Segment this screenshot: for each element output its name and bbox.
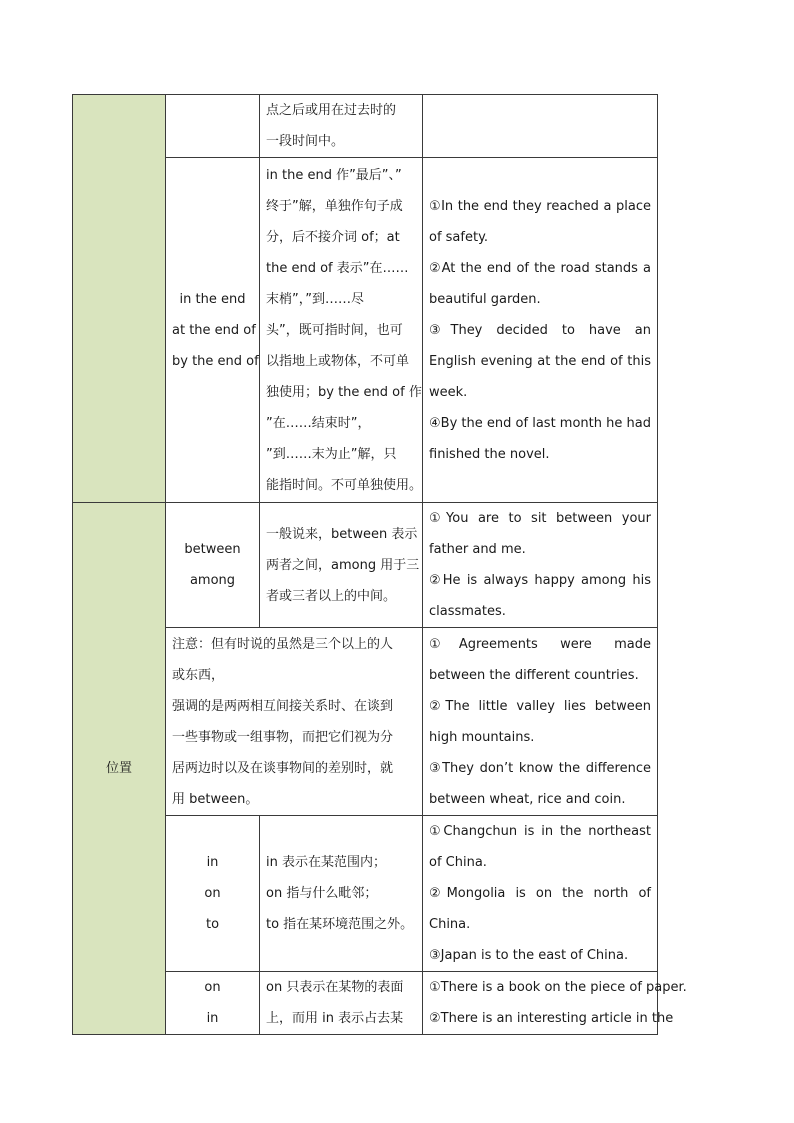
grammar-table — [72, 94, 687, 1035]
example-sentence: ③Japan is to the east of China. — [429, 948, 629, 963]
prep-label: in — [206, 1011, 219, 1026]
explanation-line: on 只表示在某物的表面 — [266, 980, 404, 995]
explanation-line: on 指与什么毗邻； — [266, 886, 378, 901]
example-sentence: ②The little valley lies between high mountains. — [429, 698, 651, 745]
table-row — [73, 503, 658, 628]
example-sentence: ②There is an interesting article in the — [429, 1011, 674, 1026]
examples-cell — [423, 158, 658, 503]
prep-label: between — [184, 542, 241, 557]
example-sentence: ①You are to sit between your father and me. — [429, 511, 651, 557]
example-sentence: ②Mongolia is on the north of China. — [429, 886, 651, 932]
note-line: 或东西， — [172, 667, 225, 683]
note-line: 强调的是两两相互间接关系时、在谈到 — [172, 698, 394, 714]
example-sentence: ①In the end they reached a place of safety. — [429, 198, 651, 245]
explanation-line: 者或三者以上的中间。 — [266, 588, 397, 604]
example-sentence: ②At the end of the road stands a beautiful garden. — [429, 260, 651, 307]
explanation-line: 两者之间，among 用于三 — [266, 557, 420, 573]
explanation-line: in 表示在某范围内； — [266, 855, 386, 870]
example-sentence: ②He is always happy among his classmates. — [429, 573, 651, 619]
examples-cell — [423, 816, 658, 972]
prep-label: in — [206, 855, 219, 870]
prep-cell — [166, 816, 260, 972]
example-sentence: ③They don’t know the difference between wheat, rice and coin. — [429, 760, 651, 807]
note-line: 一些事物或一组事物，而把它们视为分 — [172, 729, 394, 745]
prep-label: among — [189, 573, 236, 588]
prep-label: on — [204, 980, 221, 995]
prep-cell — [166, 972, 260, 1035]
prep-cell — [166, 95, 260, 158]
examples-cell — [423, 503, 658, 628]
category-cell — [73, 503, 166, 1035]
explanation-line: ”到……末为止”解，只 — [266, 446, 397, 462]
explanation-cell — [260, 158, 423, 503]
explanation-line: 点之后或用在过去时的 — [266, 103, 397, 118]
explanation-line: the end of 表示”在…… — [266, 260, 409, 276]
explanation-line: 独使用；by the end of 作 — [266, 384, 422, 400]
prep-cell — [166, 503, 260, 628]
prep-label: by the end of — [172, 353, 259, 369]
explanation-line: 能指时间。不可单独使用。 — [266, 477, 423, 493]
table-row — [73, 95, 658, 158]
explanation-cell — [260, 503, 423, 628]
explanation-line: 一段时间中。 — [266, 134, 345, 149]
explanation-line: in the end 作”最后”、” — [266, 167, 402, 183]
example-sentence: ④By the end of last month he had finished the novel. — [429, 415, 651, 462]
prep-label: to — [205, 917, 220, 932]
example-sentence: ①Changchun is in the northeast of China. — [429, 824, 651, 870]
note-line: 用 between。 — [172, 791, 259, 807]
explanation-line: 以指地上或物体，不可单 — [266, 353, 410, 369]
explanation-line: 分，后不接介词 of；at — [266, 229, 400, 245]
prep-cell — [166, 158, 260, 503]
prep-label: at the end of — [172, 322, 256, 338]
example-sentence: ③They decided to have an English evening at the end of this week. — [429, 322, 651, 400]
explanation-cell — [260, 972, 423, 1035]
examples-cell — [423, 972, 687, 1035]
category-label: 位置 — [105, 761, 132, 776]
prep-label: on — [204, 886, 221, 901]
explanation-line: 末梢”，”到……尽 — [266, 291, 364, 307]
examples-cell — [423, 95, 658, 158]
note-line: 注意：但有时说的虽然是三个以上的人 — [172, 636, 394, 652]
note-line: 居两边时以及在谈事物间的差别时，就 — [172, 760, 394, 776]
example-sentence: ①Agreements were made between the different countries. — [429, 636, 651, 683]
examples-cell — [423, 628, 658, 816]
explanation-cell — [260, 95, 423, 158]
explanation-line: 上，而用 in 表示占去某 — [266, 1011, 404, 1026]
explanation-line: 头”，既可指时间，也可 — [266, 322, 403, 338]
note-cell — [166, 628, 423, 816]
category-cell-prev — [73, 95, 166, 503]
explanation-line: 终于”解，单独作句子成 — [266, 198, 403, 214]
explanation-line: to 指在某环境范围之外。 — [266, 917, 414, 932]
explanation-line: ”在……结束时”， — [266, 415, 371, 431]
explanation-cell — [260, 816, 423, 972]
example-sentence: ①There is a book on the piece of paper. — [429, 980, 687, 995]
explanation-line: 一般说来，between 表示 — [266, 526, 418, 542]
prep-label: in the end — [179, 291, 246, 307]
